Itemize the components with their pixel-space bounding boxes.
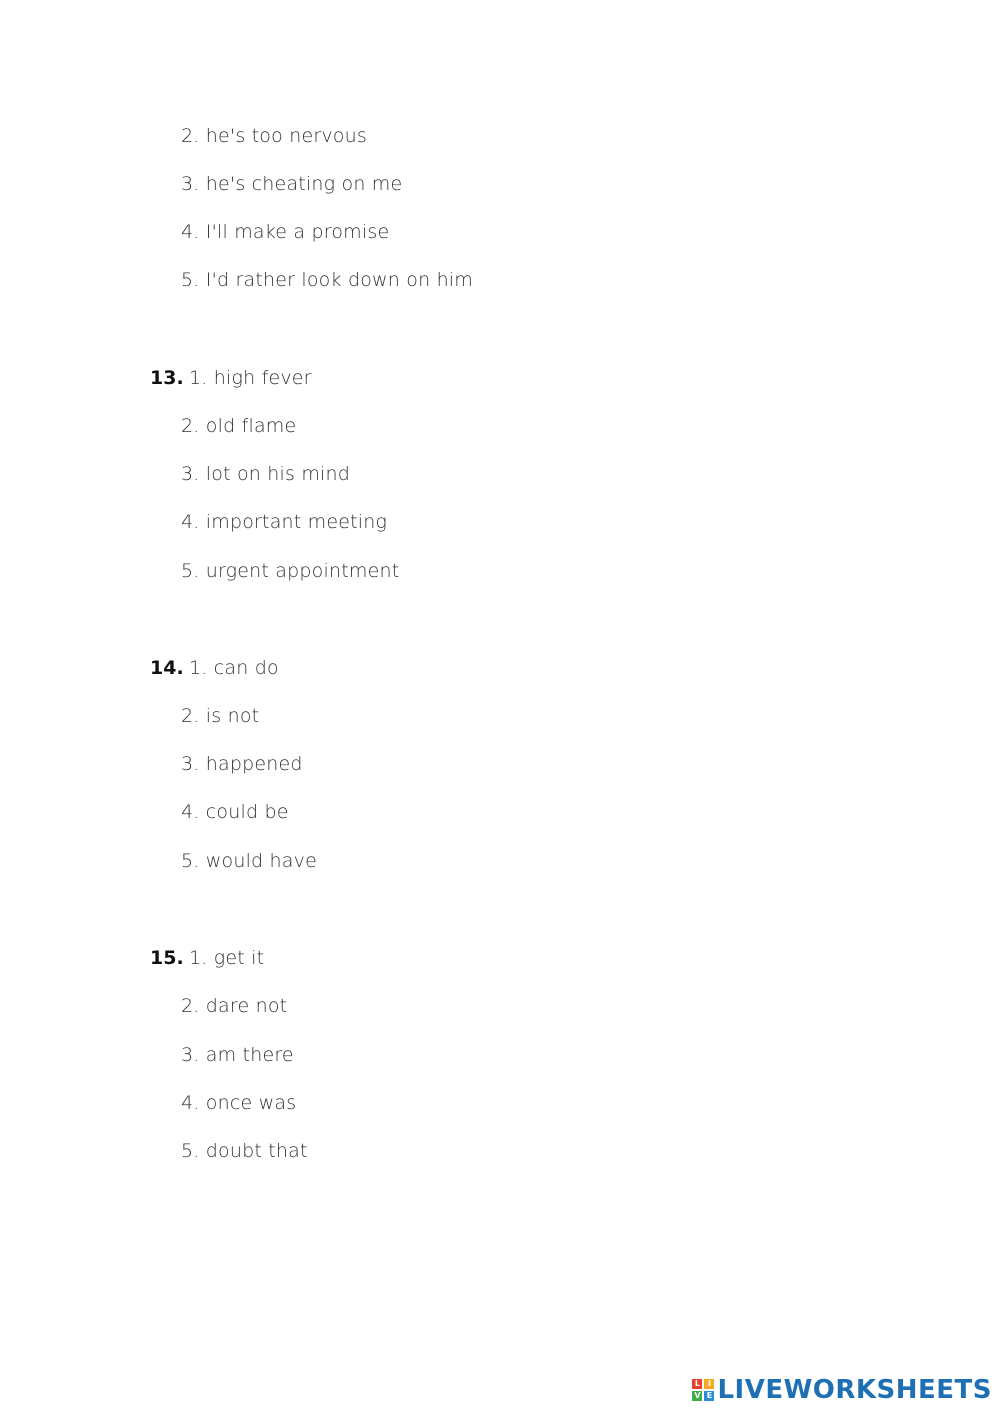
answer-item: 3. am there	[181, 1044, 294, 1066]
answer-item: 4. once was	[181, 1092, 297, 1114]
answer-item: 2. he's too nervous	[181, 125, 367, 147]
answer-item: 2. dare not	[181, 995, 288, 1017]
answer-item: 4. important meeting	[181, 511, 388, 533]
answer-item: 3. lot on his mind	[181, 463, 351, 485]
question-number: 14.	[150, 657, 184, 679]
answer-item: 1. get it	[189, 947, 265, 969]
liveworksheets-logo[interactable]	[692, 1375, 992, 1405]
answer-item: 5. doubt that	[181, 1140, 308, 1162]
brand-text: LIVEWORKSHEETS	[717, 1375, 992, 1405]
answer-item: 5. would have	[181, 850, 317, 872]
liveworksheets-logo-icon	[692, 1379, 714, 1401]
answer-item: 3. he's cheating on me	[181, 173, 403, 195]
question-number: 13.	[150, 367, 184, 389]
logo-tile: V	[694, 1391, 701, 1400]
answer-item: 4. could be	[181, 801, 289, 823]
answer-item: 4. I'll make a promise	[181, 221, 390, 243]
answer-item: 2. is not	[181, 705, 260, 727]
logo-tile: E	[704, 1391, 714, 1401]
answer-item: 3. happened	[181, 753, 303, 775]
answer-item: 1. high fever	[189, 367, 312, 389]
logo-tile: L	[692, 1379, 702, 1389]
answer-item: 5. urgent appointment	[181, 560, 400, 582]
answer-item: 5. I'd rather look down on him	[181, 269, 473, 291]
answer-item: 1. can do	[189, 657, 279, 679]
question-number: 15.	[150, 947, 184, 969]
logo-tile: I	[704, 1379, 714, 1389]
answer-item: 2. old flame	[181, 415, 297, 437]
